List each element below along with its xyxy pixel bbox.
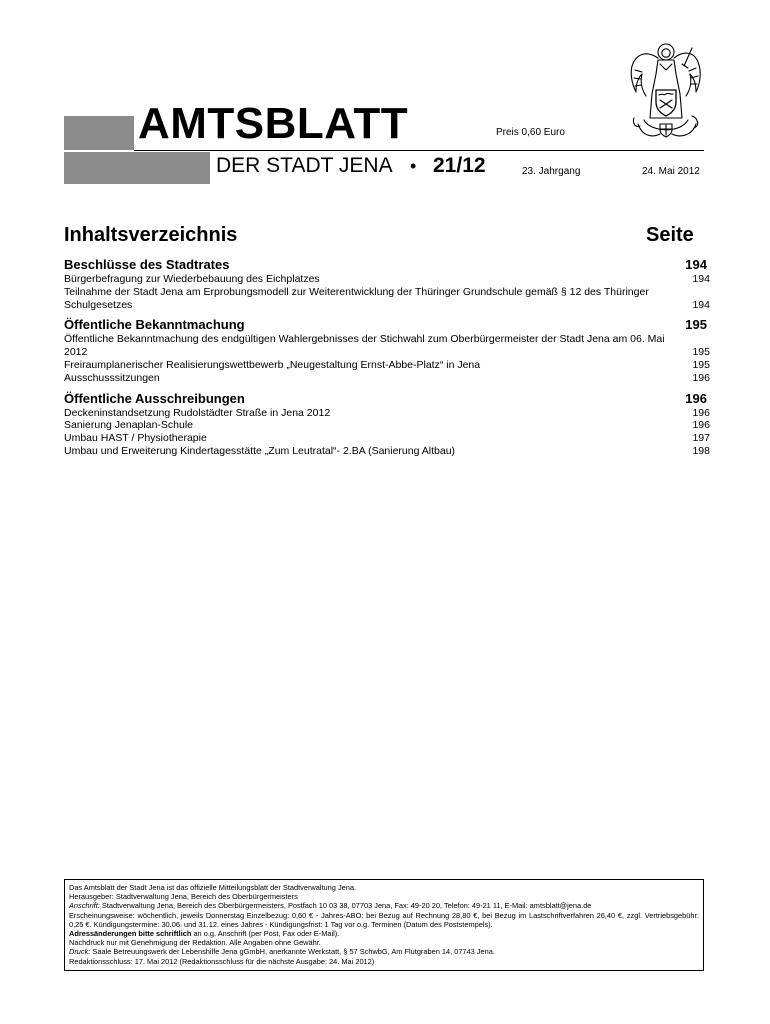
toc-heading: Inhaltsverzeichnis [64, 224, 238, 246]
imprint-changes-label: Adressänderungen bitte schriftlich [69, 929, 192, 939]
toc-section-title: Öffentliche Bekanntmachung [64, 317, 245, 333]
toc-entry[interactable] [64, 445, 710, 458]
toc-entry-page: 197 [692, 432, 710, 445]
masthead-divider [134, 150, 704, 151]
toc-section [64, 317, 710, 384]
toc-entry-page: 194 [692, 273, 710, 285]
toc-entry-title: Ausschusssitzungen [64, 371, 160, 384]
masthead-bullet: • [410, 156, 417, 176]
toc-section [64, 257, 710, 311]
toc-section-heading[interactable] [64, 391, 710, 407]
toc-section-page: 195 [685, 317, 707, 333]
masthead-issue-number: 21/12 [433, 154, 486, 177]
toc-entry-page: 196 [692, 371, 710, 384]
toc-entry-page: 194 [692, 298, 710, 311]
city-coat-of-arms-icon [622, 40, 708, 140]
toc-section-title: Beschlüsse des Stadtrates [64, 257, 230, 272]
imprint-line: Erscheinungsweise: wöchentlich, jeweils Donnerstag Einzelbezug: 0,60 € - Jahres-ABO: bei Bezug auf Rechnung 28,80 €, bei Bezug im Lastschriftverfahren 26,40 €, zzgl. Vertriebsgebühr: 0,25 €. Kündigungstermine: 30.06. und 31.12. eines Jahres - Kündigungsfrist: 1 Tag vor o.g. Terminen (Datum des Poststempels). [69, 910, 699, 929]
masthead-date: 24. Mai 2012 [642, 166, 700, 177]
imprint-changes-text: an o.g. Anschrift (per Post, Fax oder E-Mail). [191, 929, 340, 939]
toc-entry-page: 195 [692, 346, 710, 359]
masthead-title: AMTSBLATT [138, 99, 409, 148]
masthead-price: Preis 0,60 Euro [496, 127, 565, 138]
toc-entry-title: Öffentliche Bekanntmachung des endgültigen Wahlergebnisses der Stichwahl zum Oberbürgermeister der Stadt Jena am 06. Mai 2012 [64, 333, 665, 359]
imprint-address-changes [69, 929, 699, 938]
toc-section-heading[interactable] [64, 317, 710, 333]
imprint-address [69, 901, 699, 910]
toc-entry-title: Deckeninstandsetzung Rudolstädter Straße in Jena 2012 [64, 406, 331, 419]
toc-entry[interactable] [64, 273, 710, 286]
toc-entry[interactable] [64, 407, 710, 420]
masthead-volume: 23. Jahrgang [522, 166, 581, 177]
toc-entry-title: Umbau und Erweiterung Kindertagesstätte „Zum Leutratal“- 2.BA (Sanierung Altbau) [64, 444, 456, 457]
toc-entry-title: Sanierung Jenaplan-Schule [64, 419, 194, 432]
masthead-gray-bar-bottom [64, 152, 210, 184]
table-of-contents [64, 257, 710, 464]
toc-page-heading: Seite [646, 224, 694, 246]
masthead-gray-bar-top [64, 116, 134, 150]
imprint-line: Das Amtsblatt der Stadt Jena ist das offizielle Mitteilungsblatt der Stadtverwaltung Jena. [69, 883, 357, 892]
toc-entry-page: 195 [692, 358, 710, 371]
toc-section-heading[interactable] [64, 257, 710, 273]
imprint-address-label: Anschrift: [69, 901, 100, 911]
toc-entry-title: Bürgerbefragung zur Wiederbebauung des Eichplatzes [64, 273, 320, 285]
imprint-line: Redaktionsschluss: 17. Mai 2012 (Redaktionsschluss für die nächste Ausgabe: 24. Mai 2012) [69, 956, 375, 966]
toc-entry-title: Umbau HAST / Physiotherapie [64, 432, 207, 445]
imprint-print [69, 947, 699, 956]
imprint-address-text: Stadtverwaltung Jena, Bereich des Oberbürgermeisters, Postfach 10 03 38, 07703 Jena, Fax: 49-20 20, Telefon: 49-21 11, E-Mail: amtsblatt@jena.de [99, 901, 592, 911]
masthead-subtitle: DER STADT JENA [216, 154, 393, 177]
toc-entry[interactable] [64, 333, 710, 359]
toc-entry[interactable] [64, 286, 710, 312]
toc-section-page: 196 [685, 390, 707, 406]
toc-section-page: 194 [685, 257, 707, 272]
toc-section [64, 391, 710, 458]
toc-entry[interactable] [64, 419, 710, 432]
toc-entry[interactable] [64, 359, 710, 372]
toc-section-title: Öffentliche Ausschreibungen [64, 390, 245, 406]
toc-entry-title: Freiraumplanerischer Realisierungswettbewerb „Neugestaltung Ernst-Abbe-Platz“ in Jena [64, 358, 481, 371]
imprint-box [64, 879, 704, 971]
imprint-line: Herausgeber: Stadtverwaltung Jena, Bereich des Oberbürgermeisters [69, 892, 298, 902]
toc-entry-page: 196 [692, 419, 710, 432]
imprint-print-label: Druck: [69, 947, 91, 957]
toc-entry-page: 198 [692, 444, 710, 457]
toc-entry-title: Teilnahme der Stadt Jena am Erprobungsmodell zur Weiterentwicklung der Thüringer Grundschule gemäß § 12 des Thüringer Schulgesetzes [64, 285, 649, 311]
toc-entry[interactable] [64, 432, 710, 445]
imprint-print-text: Saale Betreuungswerk der Lebenshilfe Jena gGmbH, anerkannte Werkstatt, § 57 SchwbG, Am Flutgraben 14, 07743 Jena. [90, 947, 495, 957]
toc-entry[interactable] [64, 372, 710, 385]
toc-entry-page: 196 [692, 406, 710, 419]
imprint-line: Nachdruck nur mit Genehmigung der Redaktion. Alle Angaben ohne Gewähr. [69, 938, 321, 948]
